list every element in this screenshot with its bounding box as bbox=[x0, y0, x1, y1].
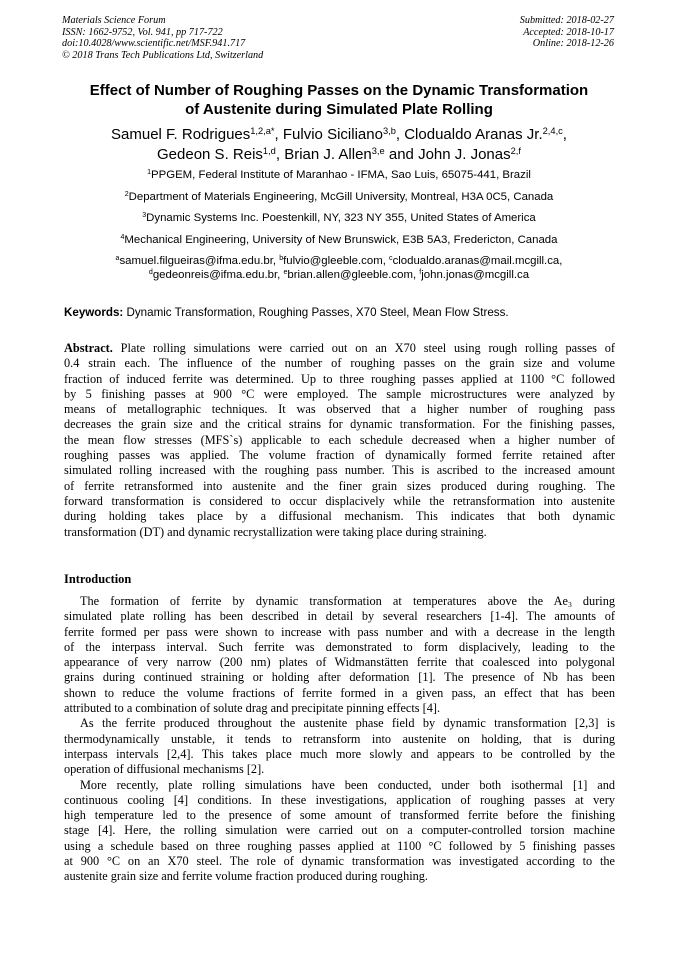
author-name: John J. Jonas bbox=[418, 146, 511, 163]
intro-line: As the ferrite produced throughout the austenite phase field by dynamic transformation [2,3] is bbox=[80, 716, 615, 731]
intro-line: high temperature led to the presence of some amount of transformed ferrite before the finishing bbox=[64, 808, 615, 823]
author-sup: 1,2,a* bbox=[250, 125, 275, 136]
affiliation-sup: 1 bbox=[147, 169, 152, 177]
introduction-body bbox=[64, 594, 615, 885]
intro-line: operation of diffusional mechanisms [2]. bbox=[64, 762, 265, 777]
author-name: Samuel F. Rodrigues bbox=[111, 126, 251, 143]
journal-info bbox=[62, 15, 263, 61]
author-list bbox=[30, 125, 648, 165]
abstract-label: Abstract. bbox=[64, 341, 113, 355]
affiliation-text: Mechanical Engineering, University of New Brunswick, E3B 5A3, Fredericton, Canada bbox=[124, 234, 558, 246]
author-name: Gedeon S. Reis bbox=[157, 146, 263, 163]
abstract-line: forward transformation is considered to occur displacively while the retransformation into austenite bbox=[64, 493, 615, 508]
intro-line: ferrite formed per pass were shown to increase with pass number and with a decrease in the length bbox=[64, 624, 615, 639]
intro-line: More recently, plate rolling simulations have been conducted, under both isothermal [1] and bbox=[80, 777, 615, 792]
section-heading-introduction: Introduction bbox=[64, 572, 132, 586]
email-link[interactable]: john.jonas@mcgill.ca bbox=[421, 268, 530, 281]
affiliation-text: PPGEM, Federal Institute of Maranhao - IFMA, Sao Luis, 65075-441, Brazil bbox=[151, 169, 531, 181]
author-separator: , bbox=[395, 126, 405, 143]
paper-title bbox=[40, 81, 638, 119]
abstract-line: means of metallographic techniques. It was observed that a higher number of roughing pass bbox=[64, 402, 615, 417]
abstract-line: transformation (DT) and dynamic recrystallization were taking place during straining. bbox=[64, 524, 487, 539]
email-sup: e bbox=[283, 268, 288, 276]
affiliation-sup: 4 bbox=[120, 234, 125, 242]
online-date: Online: 2018-12-26 bbox=[532, 38, 614, 50]
affiliation-1 bbox=[30, 168, 648, 182]
intro-line: of the interpass interval. Such ferrite was demonstrated to form displacively, leading to the bbox=[64, 639, 615, 654]
intro-line: The formation of ferrite by dynamic transformation at temperatures above the $Ae_3$ during bbox=[80, 594, 615, 610]
intro-line: continuous cooling [4] conditions. In these investigations, application of roughing passes at very bbox=[64, 792, 615, 807]
intro-line: shown to reduce the volume fractions of ferrite formed in a given pass, an effect that has been bbox=[64, 685, 615, 700]
affiliation-2 bbox=[30, 190, 648, 204]
keywords-label: Keywords: bbox=[64, 306, 124, 319]
affiliation-3 bbox=[30, 211, 648, 225]
intro-line: thermodynamically unstable, it tends to retransform into austenite on holding, that is during bbox=[64, 731, 615, 746]
abstract-line: the mean flow stresses (MFS`s) applicable to each schedule decreased when a higher number of bbox=[64, 432, 615, 447]
abstract-line: of ferrite retransformed into austenite and the finer grain sizes produced during roughing. The bbox=[64, 478, 615, 493]
intro-line: austenite grain size and ferrite volume fraction produced during roughing. bbox=[64, 869, 429, 884]
author-name: Clodualdo Aranas Jr. bbox=[404, 126, 543, 143]
intro-line: stage [4]. Here, the rolling simulation were carried out on a computer-controlled torsion machine bbox=[64, 823, 615, 838]
intro-line: appearance of very narrow (200 nm) plates of Widmanstätten ferrite that coalesced into polygonal bbox=[64, 655, 615, 670]
email-link[interactable]: fulvio@gleeble.com bbox=[283, 255, 383, 267]
email-link[interactable]: clodualdo.aranas@mail.mcgill.ca bbox=[392, 255, 560, 267]
subscript: 3 bbox=[567, 600, 572, 610]
intro-line: at 900 °C on an X70 steel. The role of dynamic transformation was investigated according to the bbox=[64, 854, 615, 869]
author-separator: , bbox=[562, 126, 567, 143]
intro-line: using a schedule based on three roughing passes applied at 1100 °C followed by 5 finishing passes bbox=[64, 838, 615, 853]
email-link[interactable]: samuel.filgueiras@ifma.edu.br bbox=[119, 255, 273, 267]
author-emails bbox=[30, 255, 648, 282]
email-sup: f bbox=[419, 268, 422, 276]
affiliation-sup: 3 bbox=[142, 212, 147, 220]
author-separator: , bbox=[275, 146, 285, 163]
email-sup: c bbox=[389, 255, 393, 263]
accepted-date: Accepted: 2018-10-17 bbox=[523, 26, 614, 38]
abstract-line: decreases the grain size and the critical strains for dynamic transformation. For the finishing passes, bbox=[64, 417, 615, 432]
journal-name: Materials Science Forum bbox=[62, 15, 166, 26]
author-separator: , bbox=[274, 126, 283, 143]
affiliation-4 bbox=[30, 233, 648, 247]
keywords-text: Dynamic Transformation, Roughing Passes, X70 Steel, Mean Flow Stress. bbox=[123, 306, 509, 319]
email-sup: a bbox=[115, 255, 120, 263]
author-line bbox=[30, 125, 648, 145]
intro-line: attributed to a combination of solute drag and precipitate pinning effects [4]. bbox=[64, 701, 441, 716]
abstract-line: by 5 finishing passes at 900 °C were employed. The sample microstructures were analyzed by bbox=[64, 386, 615, 401]
intro-line: grains during continued straining or holding after deformation [1]. The presence of Nb has been bbox=[64, 670, 615, 685]
author-sup: 2,f bbox=[510, 145, 521, 156]
email-link[interactable]: brian.allen@gleeble.com bbox=[287, 268, 413, 281]
intro-line: interpass intervals [2,4]. This takes place much more slowly and appears to be controlled by the bbox=[64, 746, 615, 761]
title-line: Effect of Number of Roughing Passes on the Dynamic Transformation bbox=[89, 82, 589, 99]
email-sup: b bbox=[279, 255, 284, 263]
email-sup: d bbox=[148, 268, 153, 276]
affiliation-text: Department of Materials Engineering, McGill University, Montreal, H3A 0C5, Canada bbox=[128, 191, 554, 203]
journal-doi: doi:10.4028/www.scientific.net/MSF.941.717 bbox=[62, 38, 246, 50]
email-line: $^d$gedeonreis@ifma.edu.br, $^e$brian.allen@gleeble.com, $^f$john.jonas@mcgill.ca bbox=[148, 268, 530, 281]
affiliation-text: Dynamic Systems Inc. Poestenkill, NY, 323 NY 355, United States of America bbox=[146, 212, 536, 224]
abstract-line: Abstract. Plate rolling simulations were carried out on an X70 steel using rough rolling passes of bbox=[64, 341, 615, 355]
abstract-line: during holding takes place by a diffusional mechanism. This indicates that both dynamic bbox=[64, 509, 615, 524]
submitted-date: Submitted: 2018-02-27 bbox=[519, 15, 614, 26]
email-link[interactable]: gedeonreis@ifma.edu.br bbox=[152, 268, 278, 281]
abstract-line: fraction of induced ferrite was determined. Up to three roughing passes applied at 1100 °C followed bbox=[64, 371, 615, 386]
author-sup: 1,d bbox=[262, 145, 276, 156]
author-sup: 3,b bbox=[382, 125, 396, 136]
submission-dates bbox=[520, 15, 614, 50]
abstract-line: roughing passes was applied. The volume fraction of dynamically formed ferrite retained after bbox=[64, 448, 615, 463]
journal-issn: ISSN: 1662-9752, Vol. 941, pp 717-722 bbox=[62, 26, 223, 38]
author-name: Fulvio Siciliano bbox=[282, 126, 383, 143]
author-sup: 3,e bbox=[371, 145, 385, 156]
author-conjunction: and bbox=[384, 146, 419, 163]
abstract bbox=[64, 341, 615, 540]
intro-line: simulated plate rolling has been described in detail by several researchers [1-4]. The amounts of bbox=[64, 609, 615, 624]
journal-copyright: © 2018 Trans Tech Publications Ltd, Switzerland bbox=[62, 49, 264, 61]
keywords bbox=[64, 306, 509, 320]
author-line bbox=[30, 145, 648, 165]
title-line: of Austenite during Simulated Plate Rolling bbox=[185, 101, 493, 118]
author-sup: 2,4,c bbox=[542, 125, 563, 136]
abstract-line: 0.4 strain each. The influence of the number of roughing passes on the grain size and volume bbox=[64, 356, 615, 371]
author-name: Brian J. Allen bbox=[284, 146, 372, 163]
abstract-line: simulated rolling increased with the roughing pass number. This is ascribed to the increased amount bbox=[64, 463, 615, 478]
email-line: $^a$samuel.filgueiras@ifma.edu.br, $^b$fulvio@gleeble.com, $^c$clodualdo.aranas@mail.mcgill.ca, bbox=[115, 255, 563, 267]
affiliation-sup: 2 bbox=[124, 191, 129, 199]
